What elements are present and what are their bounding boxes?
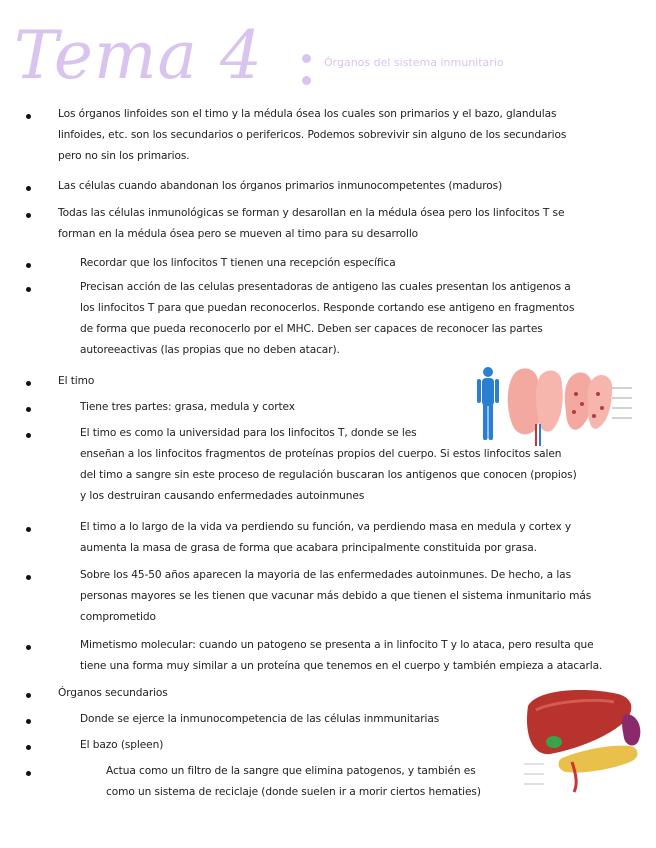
paragraph-line: linfoides, etc. son los secundarios o perifericos. Podemos sobrevivir sin alguno de los secundarios: [58, 129, 567, 141]
paragraph-line: pero no sin los primarios.: [58, 150, 190, 162]
paragraph-line: personas mayores se les tienen que vacunar más debido a que tienen el sistema inmunitario más: [80, 590, 592, 602]
bullet-paragraph: [80, 517, 571, 559]
bullet-dot: [26, 645, 31, 650]
bullet-paragraph: [80, 565, 591, 628]
pancreas-organ-icon: [559, 746, 638, 773]
thymus-lobes-icon: [508, 368, 632, 446]
page-subtitle: Órganos del sistema inmunitario: [324, 56, 504, 69]
bullet-dot: [26, 693, 31, 698]
paragraph-line: y los destruiran causando enfermedades autoinmunes: [80, 490, 365, 502]
human-figure-icon: [477, 367, 499, 440]
paragraph-line: El bazo (spleen): [80, 739, 164, 751]
paragraph-line: tiene una forma muy similar a un proteína que tenemos en el cuerpo y también empieza a atacarla.: [80, 660, 603, 672]
paragraph-line: forman en la médula ósea pero se mueven al timo para su desarrollo: [58, 228, 419, 240]
paragraph-line: de forma que pueda reconocerlo por el MHC. Deben ser capaces de reconocer las partes: [80, 323, 543, 335]
bullet-dot: [26, 771, 31, 776]
bullet-paragraph: [58, 203, 564, 245]
bullet-paragraph: [80, 709, 439, 730]
bullet-paragraph: [58, 176, 502, 197]
paragraph-line: El timo: [58, 375, 95, 387]
bullet-dot: [26, 287, 31, 292]
paragraph-line: Actua como un filtro de la sangre que elimina patogenos, y también es: [106, 765, 476, 777]
paragraph-line: Los órganos linfoides son el timo y la médula ósea los cuales son primarios y el bazo, glandulas: [58, 108, 557, 120]
bullet-dot: [26, 407, 31, 412]
paragraph-line: Mimetismo molecular: cuando un patogeno se presenta a in linfocito T y lo ataca, pero resulta que: [80, 639, 594, 651]
bullet-dot: [26, 719, 31, 724]
bullet-dot: [26, 114, 31, 119]
paragraph-line: Precisan acción de las celulas presentadoras de antigeno las cuales presentan los antigenos a: [80, 281, 571, 293]
bullet-dot: [26, 213, 31, 218]
bullet-paragraph: [58, 683, 168, 704]
paragraph-line: Las células cuando abandonan los órganos primarios inmunocompetentes (maduros): [58, 180, 503, 192]
bullet-paragraph: [80, 277, 574, 361]
bullet-dot: [26, 381, 31, 386]
bullet-dot: [26, 186, 31, 191]
title-colon: [300, 50, 312, 90]
bullet-paragraph: [58, 371, 94, 392]
bullet-dot: [26, 527, 31, 532]
bullet-dot: [26, 263, 31, 268]
bullet-dot: [26, 745, 31, 750]
paragraph-line: Sobre los 45-50 años aparecen la mayoria de las enfermedades autoinmunes. De hecho, a las: [80, 569, 571, 581]
paragraph-line: Recordar que los linfocitos T tienen una recepción específica: [80, 257, 396, 269]
paragraph-line: comprometido: [80, 611, 156, 623]
paragraph-line: El timo a lo largo de la vida va perdiendo su función, va perdiendo masa en medula y cortex y: [80, 521, 572, 533]
bullet-paragraph: [80, 397, 295, 418]
spleen-organ-icon: [622, 714, 640, 745]
page-title: Tema 4: [14, 17, 263, 94]
bullet-paragraph: [80, 635, 602, 677]
title-block: [14, 16, 644, 96]
paragraph-line: Órganos secundarios: [58, 687, 168, 699]
paragraph-line: autoreeactivas (las propias que no deben atacar).: [80, 344, 340, 356]
paragraph-line: Tiene tres partes: grasa, medula y cortex: [80, 401, 295, 413]
bullet-paragraph: [106, 761, 481, 803]
paragraph-line: los linfocitos T para que puedan reconocerlos. Responde cortando ese antigeno en fragmentos: [80, 302, 575, 314]
spleen-illustration: [522, 684, 646, 794]
paragraph-line: Todas las células inmunológicas se forman y desarollan en la médula ósea pero los linfocitos T se: [58, 207, 565, 219]
liver-organ-icon: [527, 690, 631, 754]
paragraph-line: aumenta la masa de grasa de forma que acabara principalmente constituida por grasa.: [80, 542, 537, 554]
bullet-paragraph: [80, 253, 396, 274]
bullet-dot: [26, 575, 31, 580]
thymus-illustration: [472, 364, 638, 448]
paragraph-line: Donde se ejerce la inmunocompetencia de las células inmmunitarias: [80, 713, 440, 725]
paragraph-line: del timo a sangre sin este proceso de regulación buscaran los antigenos que conocen (propios): [80, 469, 577, 481]
paragraph-line: El timo es como la universidad para los linfocitos T, donde se les: [80, 427, 417, 439]
bullet-paragraph: [80, 735, 163, 756]
bullet-paragraph: [58, 104, 566, 167]
gallbladder-icon: [546, 736, 562, 748]
bullet-dot: [26, 433, 31, 438]
paragraph-line: enseñan a los linfocitos fragmentos de proteínas propios del cuerpo. Si estos linfocitos salen: [80, 448, 562, 460]
paragraph-line: como un sistema de reciclaje (donde suelen ir a morir ciertos hematies): [106, 786, 481, 798]
